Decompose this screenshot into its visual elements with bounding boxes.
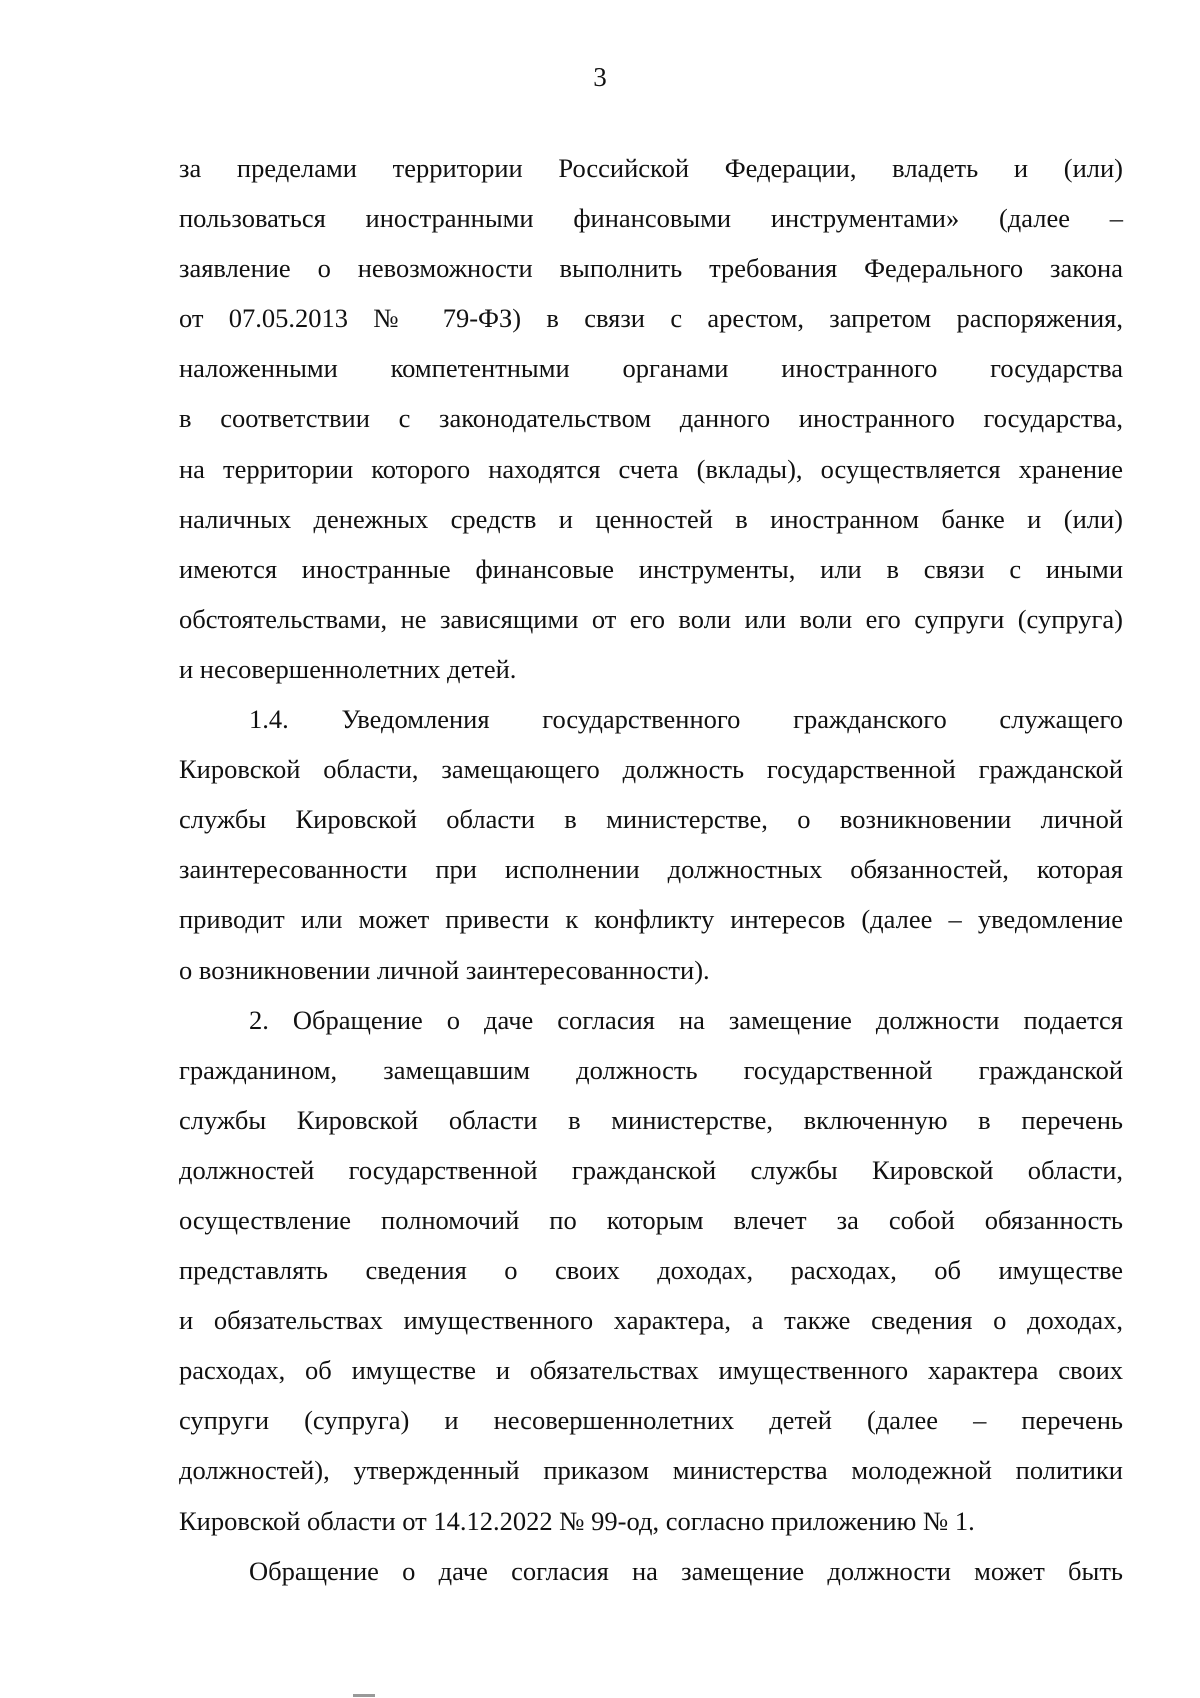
paragraph-2-start: 2. Обращение о даче согласия на замещение должности подается [249, 1004, 1123, 1035]
text-line: осуществление полномочий по которым влечет за собой обязанность [179, 1204, 1123, 1235]
text-line: заинтересованности при исполнении должностных обязанностей, которая [179, 854, 1123, 885]
text-line: наложенными компетентными органами иностранного государства [179, 353, 1123, 384]
text-line: о возникновении личной заинтересованности). [179, 954, 710, 985]
text-line: пользоваться иностранными финансовыми инструментами» (далее – [179, 203, 1123, 234]
text-line: за пределами территории Российской Федерации, владеть и (или) [179, 153, 1123, 183]
text-line: на территории которого находятся счета (вклады), осуществляется хранение [179, 453, 1123, 484]
text-line: имеются иностранные финансовые инструменты, или в связи с иными [179, 553, 1123, 584]
paragraph-next-start: Обращение о даче согласия на замещение должности может быть [249, 1555, 1123, 1586]
text-line: от 07.05.2013 № 79-ФЗ) в связи с арестом, запретом распоряжения, [179, 303, 1123, 334]
text-line: и обязательствах имущественного характера, а также сведения о доходах, [179, 1305, 1123, 1336]
text-line: службы Кировской области в министерстве, включенную в перечень [179, 1104, 1123, 1135]
text-line: в соответствии с законодательством данного иностранного государства, [179, 403, 1123, 434]
document-body [179, 143, 1123, 1596]
scan-artifact [353, 1694, 375, 1697]
text-line: приводит или может привести к конфликту интересов (далее – уведомление [179, 904, 1123, 935]
text-line: должностей), утвержденный приказом министерства молодежной политики [179, 1455, 1123, 1486]
text-line: должностей государственной гражданской службы Кировской области, [179, 1154, 1123, 1185]
page-number: 3 [593, 62, 607, 92]
text-line: гражданином, замещавшим должность государственной гражданской [179, 1054, 1123, 1085]
text-line: наличных денежных средств и ценностей в иностранном банке и (или) [179, 503, 1123, 534]
text-line: службы Кировской области в министерстве, о возникновении личной [179, 804, 1123, 835]
text-line: заявление о невозможности выполнить требования Федерального закона [179, 253, 1123, 284]
paragraph-1-4-start: 1.4. Уведомления государственного гражданского служащего [249, 704, 1123, 735]
text-line: расходах, об имуществе и обязательствах имущественного характера своих [179, 1355, 1123, 1386]
text-line: обстоятельствами, не зависящими от его воли или воли его супруги (супруга) [179, 603, 1123, 634]
text-line: Кировской области, замещающего должность государственной гражданской [179, 754, 1123, 785]
text-line: супруги (супруга) и несовершеннолетних детей (далее – перечень [179, 1405, 1123, 1436]
text-line: представлять сведения о своих доходах, расходах, об имуществе [179, 1255, 1123, 1286]
text-line: и несовершеннолетних детей. [179, 653, 517, 684]
text-line: Кировской области от 14.12.2022 № 99-од, согласно приложению № 1. [179, 1505, 975, 1536]
